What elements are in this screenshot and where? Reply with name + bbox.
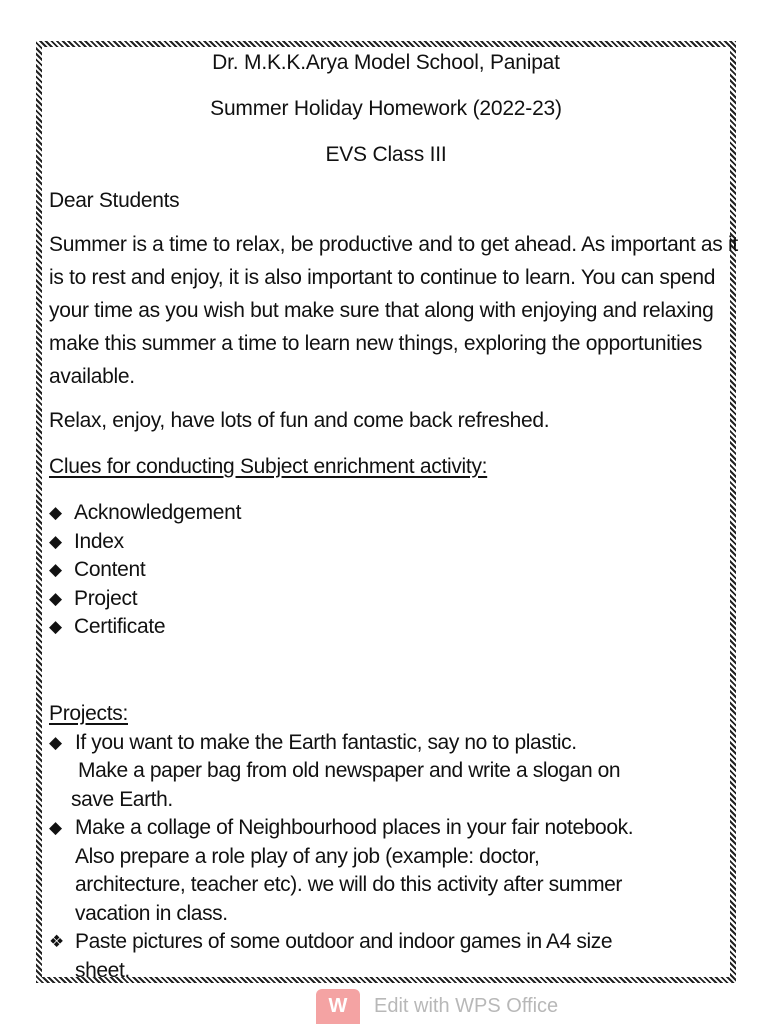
diamond-bullet-icon: ◆ [49, 531, 62, 551]
projects-heading: Projects: [49, 702, 128, 725]
diamond-bullet-icon: ◆ [49, 617, 62, 637]
project-text-line: vacation in class. [75, 901, 228, 925]
list-item: ◆ Content [49, 558, 146, 582]
clues-heading: Clues for conducting Subject enrichment activity: [49, 455, 488, 478]
list-item: ◆ Index [49, 529, 124, 553]
intro-paragraph: Summer is a time to relax, be productive and to get ahead. As important as it is to rest and enjoy, it is also important to continue to learn. You can spend your time as you wish but make sure that along with enjoying and relaxing make this summer a time to learn new things, exploring the opportunities available. [49, 233, 738, 388]
wps-watermark[interactable] [316, 989, 558, 1024]
clues-list [49, 499, 241, 642]
project-item: ◆ Make a collage of Neighbourhood places in your fair notebook. [49, 814, 739, 843]
diamond-bullet-icon: ◆ [49, 818, 62, 837]
project-text-line: architecture, teacher etc). we will do this activity after summer [75, 873, 623, 896]
project-text-line: save Earth. [71, 787, 173, 811]
list-item: ◆ Acknowledgement [49, 501, 242, 525]
school-name: Dr. M.K.K.Arya Model School, Panipat [212, 51, 560, 74]
subject-class: EVS Class III [325, 143, 447, 166]
project-item: ◆ If you want to make the Earth fantastic, say no to plastic. [49, 729, 739, 758]
diamond-bullet-icon: ◆ [49, 503, 62, 523]
document-body [45, 47, 738, 982]
diamond-bullet-icon: ◆ [49, 588, 62, 608]
homework-title: Summer Holiday Homework (2022-23) [210, 97, 562, 120]
list-item: ◆ Project [49, 586, 138, 610]
closing-line: Relax, enjoy, have lots of fun and come back refreshed. [49, 409, 550, 432]
greeting: Dear Students [49, 189, 180, 212]
star-bullet-icon: ❖ [49, 932, 64, 951]
project-text-line: sheet. [75, 958, 130, 982]
diamond-bullet-icon: ◆ [49, 732, 62, 752]
project-text-line: Make a paper bag from old newspaper and write a slogan on [78, 759, 621, 782]
project-text-line: Also prepare a role play of any job (example: doctor, [75, 844, 540, 868]
wps-edit-link[interactable]: Edit with WPS Office [374, 995, 559, 1017]
list-item: ◆ Certificate [49, 615, 166, 639]
project-item: ❖ Paste pictures of some outdoor and indoor games in A4 size [49, 928, 739, 957]
projects-section [49, 700, 739, 985]
page-border [36, 41, 736, 983]
wps-logo-icon: W [316, 989, 360, 1024]
diamond-bullet-icon: ◆ [49, 560, 62, 580]
